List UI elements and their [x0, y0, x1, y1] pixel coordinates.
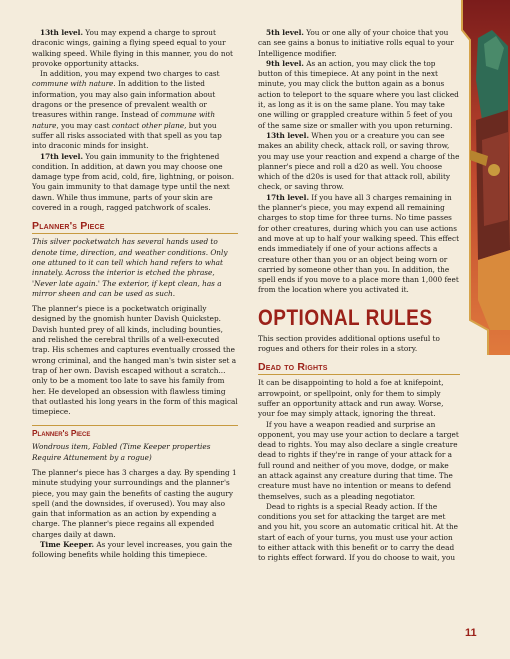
page-number: 11 — [465, 627, 477, 639]
paragraph-text: As an action, you may click the top button of this timepiece. At any point in the next minute, you may click the button again as a bonus action to teleport to the square where you last clicked it, as long as it is on the same plane. You may take one willing or grappled creature within 5 feet of you of the same size or smaller with you upon returning. — [258, 58, 459, 130]
paragraph-text: You or one ally of your choice that you can see gains a bonus to initiative rolls equal to your Intelligence modifier. — [258, 28, 454, 58]
level-9-teleport — [258, 59, 460, 131]
paragraph-text: , but you suffer all risks associated with that spell as you tap into draconic minds for insight. — [32, 120, 222, 151]
left-column — [32, 28, 238, 561]
dead-to-rights-heading: Dead to Rights — [258, 361, 460, 375]
time-keeper-paragraph — [32, 540, 238, 561]
commune-paragraph — [32, 69, 238, 151]
paragraph-text: If you have all 3 charges remaining in the planner's piece, you may expend all remaining charges to stop time for three turns. No time passes for other creatures, during which you can use actions and move at up to half your walking speed. This effect ends immediately if one of your actions affects a creature other than you or an object being worn or carried by someone other than you. In addition, the spell ends if you move to a place more than 1,000 feet from the location where you activated it. — [258, 192, 460, 295]
optional-rules-intro: This section provides additional options useful to rogues and others for their roles in a story. — [258, 333, 440, 354]
property-label: Time Keeper. — [40, 540, 95, 550]
level-label: 13th level. — [40, 28, 83, 37]
item-stat-block — [32, 425, 238, 560]
dead-to-rights-p3: Dead to rights is a special Ready action. If the conditions you set for attacking the target are met and you hit, you score an automatic critical hit. At the start of each of your turns, you must use your action to either attack with this benefit or to carry the dead to rights effect forward. If you do choose to wait, you — [258, 501, 458, 563]
level-13-wings — [32, 28, 238, 69]
spell-name: commune with nature — [32, 79, 114, 89]
level-17-stop-time — [258, 193, 460, 296]
spell-name: commune with nature — [32, 110, 216, 130]
paragraph-text: As your level increases, you gain the following benefits while holding this timepiece. — [32, 540, 233, 560]
item-type: Wondrous item, Fabled (Time Keeper properties Require Attunement by a rogue) — [32, 442, 211, 462]
planners-piece-heading: Planner's Piece — [32, 220, 238, 234]
item-description: The planner's piece has 3 charges a day. By spending 1 minute studying your surroundings and the planner's piece, you may gain the benefits of casting the augury spell (and the downsides, if overused). You may also gain that information as an action by expending a charge. The planner's piece regains all expended charges daily at dawn. — [32, 467, 237, 539]
level-17-immunity — [32, 152, 238, 214]
optional-rules-heading: OPTIONAL RULES — [258, 306, 433, 331]
paragraph-text: . In addition to the listed information, you may also gain information about dragons or the presence of prevalent wealth or treasures within range. Instead of — [32, 79, 216, 120]
paragraph-text: You may expend a charge to sprout draconic wings, gaining a flying speed equal to your walking speed. While flying in this manner, you do not provoke opportunity attacks. — [32, 28, 233, 68]
level-label: 5th level. — [266, 28, 304, 37]
dead-to-rights-p2: If you have a weapon readied and surprise an opponent, you may use your action to declare a target dead to rights. You may also declare a single creature dead to rights if they're in range of your attack for a full round and neither of you move, dodge, or make an attack against any creature during that time. The creature must have no intention or means to defend themselves, such as a pleading negotiator. — [258, 419, 459, 501]
level-5-initiative — [258, 28, 460, 59]
spell-name: contact other plane — [111, 120, 185, 130]
paragraph-text: You gain immunity to the frightened condition. In addition, at dawn you may choose one damage type from acid, cold, fire, lightning, or poison. You gain immunity to that damage type until the next dawn. While thus immune, parts of your skin are covered in a rough, ragged patchwork of scales. — [32, 151, 235, 213]
right-column — [258, 28, 460, 564]
paragraph-text: , you may cast — [56, 120, 112, 130]
level-label: 17th level. — [40, 151, 83, 161]
paragraph-text: In addition, you may expend two charges to cast — [40, 69, 220, 79]
dead-to-rights-p1: It can be disappointing to hold a foe at knifepoint, arrowpoint, or spellpoint, only for them to simply suffer an opportunity attack and run away. Worse, your foe may simply attack, ignoring the threat. — [258, 378, 444, 419]
item-title: Planner's Piece — [32, 428, 91, 439]
flavor-text: This silver pocketwatch has several hands used to denote time, direction, and weather conditions. Only one attuned to it can tell which hand refers to what innately. Across the interior is etched the phrase, 'Never late again.' The exterior, if kept clean, has a mirror sheen and can be used as such. — [32, 237, 228, 298]
paragraph-text: When you or a creature you can see makes an ability check, attack roll, or saving throw, you may use your reaction and expend a charge of the planner's piece and roll a d20 as well. You choose which of the d20s is used for that attack roll, ability check, or saving throw. — [258, 130, 460, 192]
level-13-reroll — [258, 131, 460, 193]
level-label: 9th level. — [266, 58, 304, 68]
level-label: 13th level. — [266, 130, 309, 140]
history-text: The planner's piece is a pocketwatch originally designed by the gnomish hunter Davish Quickstep. Davish hunted prey of all kinds, including bounties, and relished the cerebral thrills of a well-executed trap. His schemes and captures eventually crossed the wrong criminal, and the hanged man's twin sister set a trap of her own. Davish escaped without a scratch... only to be a moment too late to save his family from her. He developed an obsession with flawless timing that outlasted his long years in the form of this magical timepiece. — [32, 304, 238, 417]
level-label: 17th level. — [266, 192, 309, 202]
